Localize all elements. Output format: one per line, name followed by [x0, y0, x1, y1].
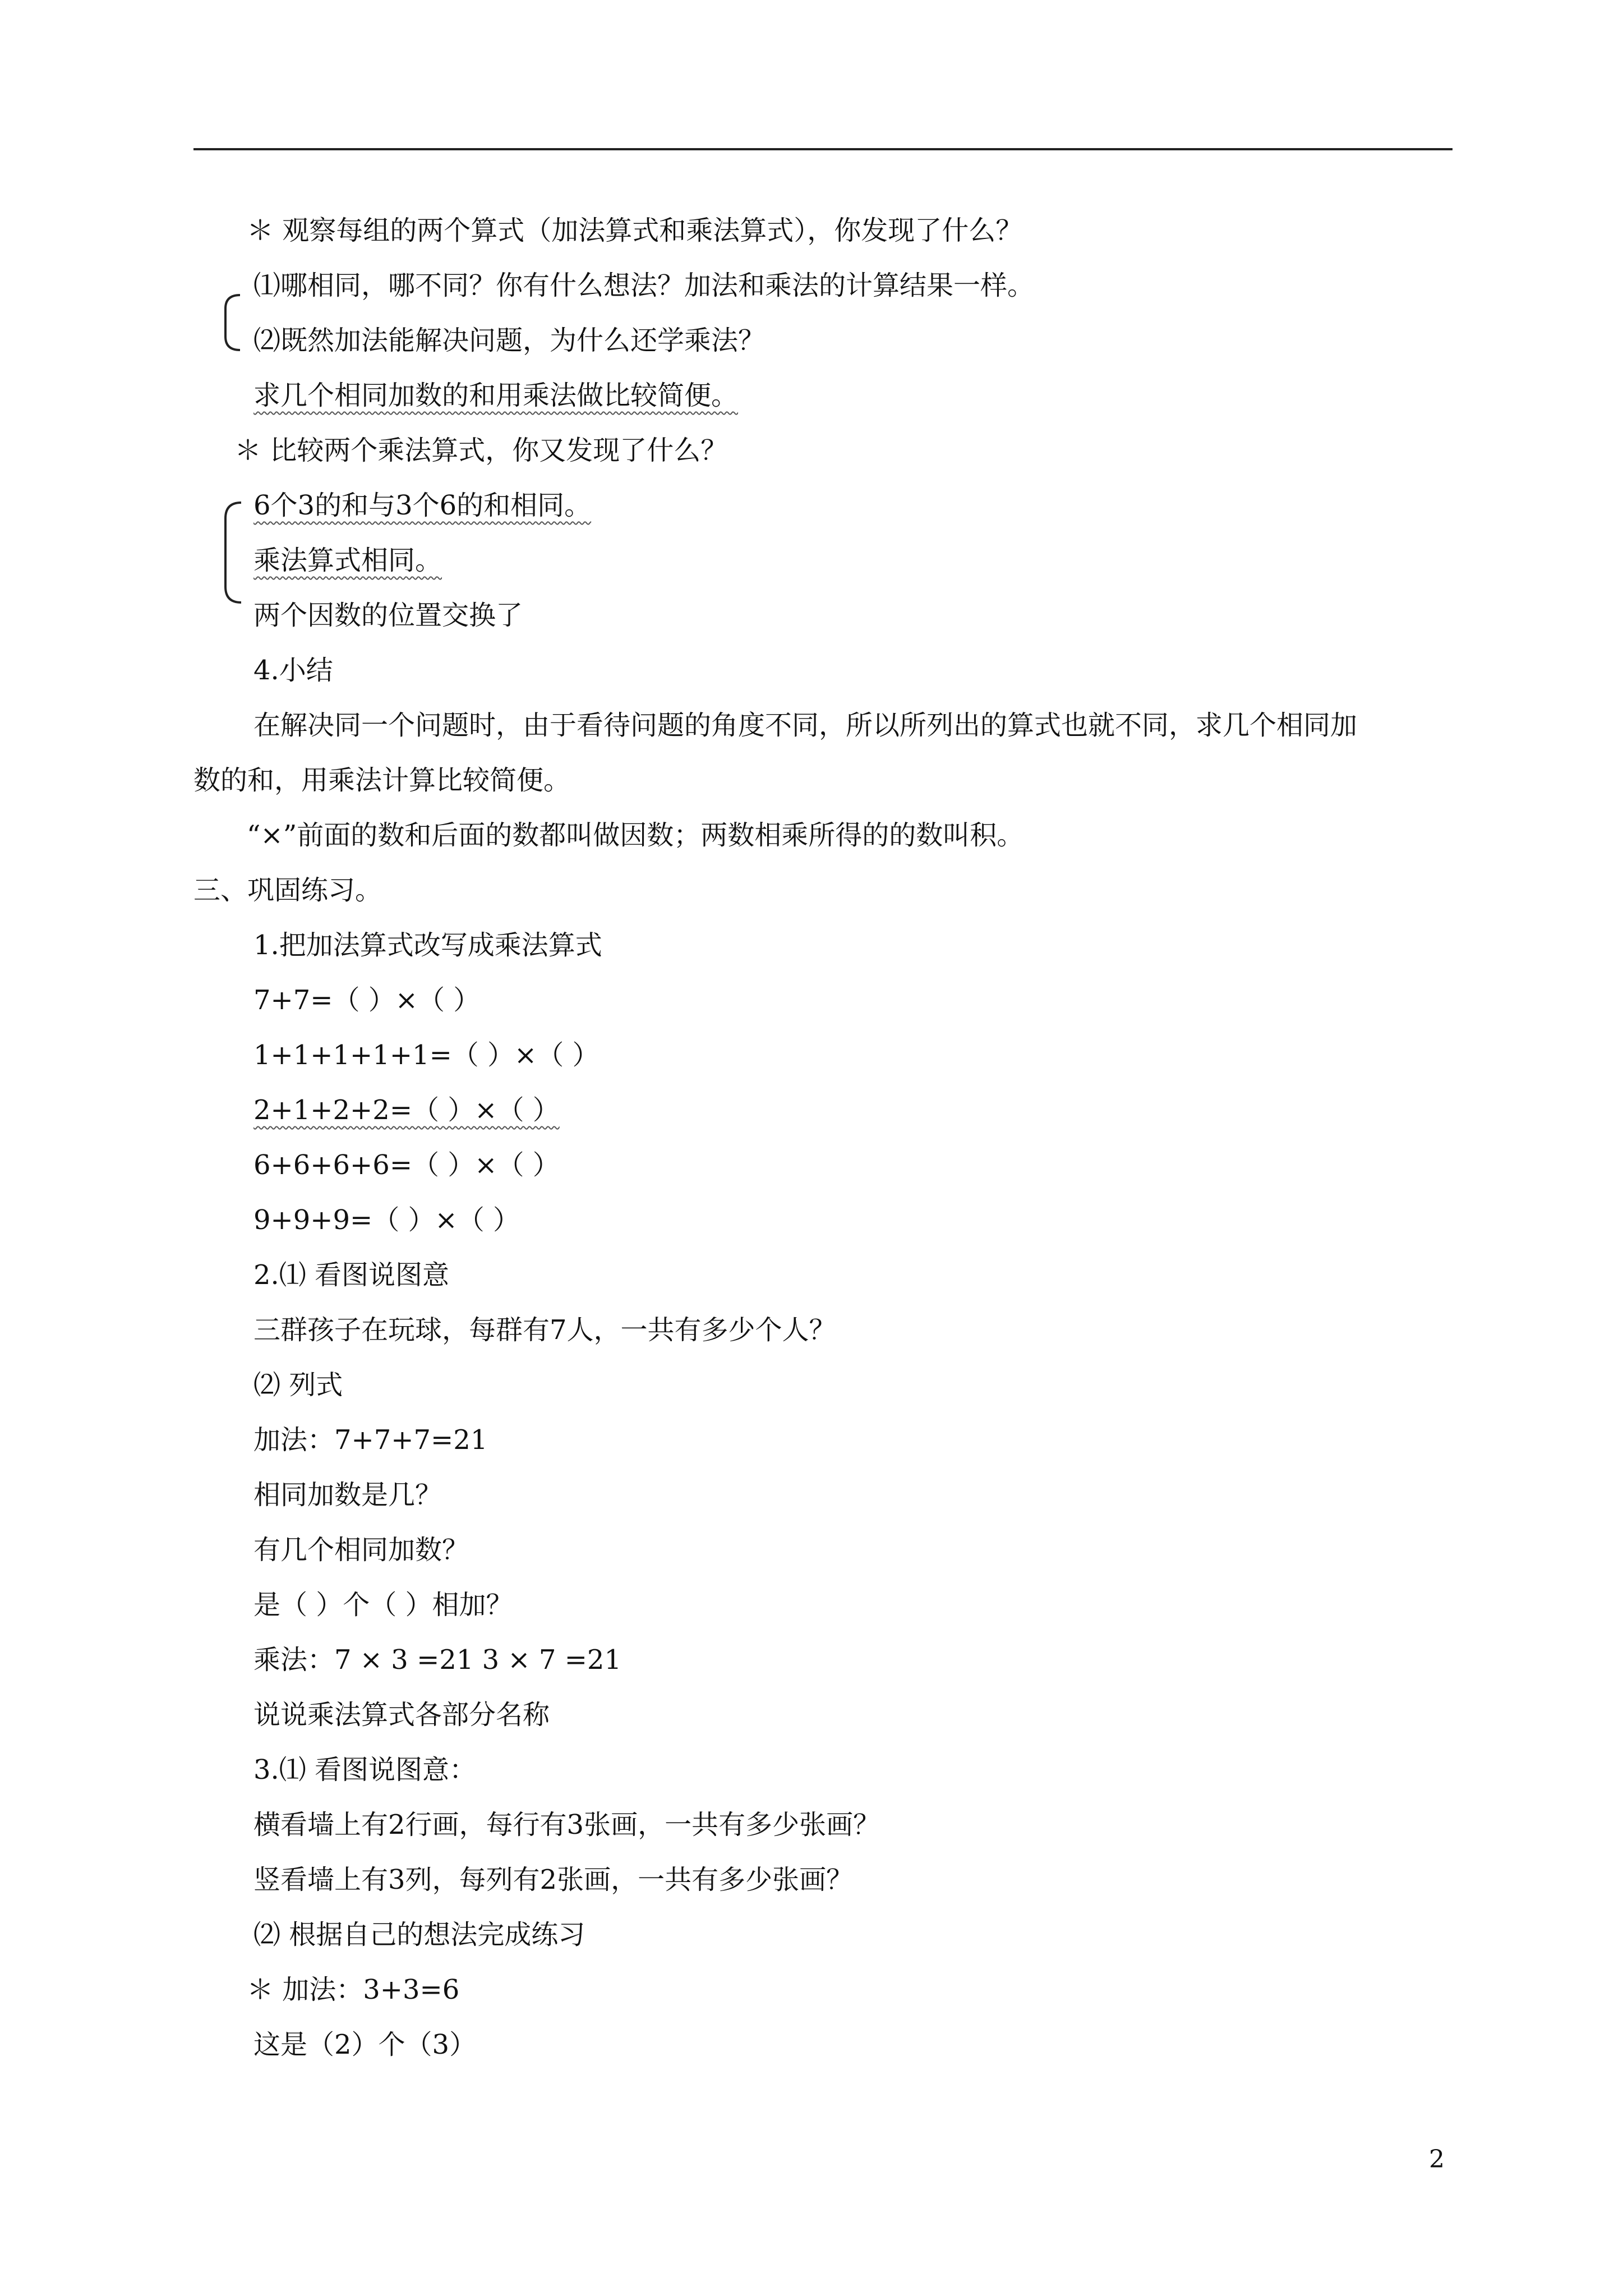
page-number: 2 [1429, 2145, 1445, 2174]
exercise-3-complete: ⑵ 根据自己的想法完成练习 [253, 1919, 585, 1950]
line-finding-2: 乘法算式相同。 [253, 545, 442, 576]
exercise-3-title: 3.⑴ 看图说图意： [253, 1754, 477, 1786]
exercise-3-addition: ＊ 加法：3+3=6 [247, 1974, 460, 2005]
exercise-2-title: 2.⑴ 看图说图意 [253, 1259, 450, 1291]
exercise-2-addition: 加法：7+7+7=21 [253, 1424, 488, 1456]
exercise-1-title: 1.把加法算式改写成乘法算式 [253, 930, 602, 961]
exercise-1-d: 6+6+6+6=（ ）×（ ） [253, 1149, 560, 1181]
brace-left-large [218, 499, 246, 606]
factor-definition: “×”前面的数和后面的数都叫做因数；两数相乘所得的的数叫积。 [247, 820, 1024, 851]
summary-text-1: 在解决同一个问题时，由于看待问题的角度不同，所以所列出的算式也就不同，求几个相同加 [253, 710, 1358, 741]
line-conclusion: 求几个相同加数的和用乘法做比较简便。 [253, 380, 739, 411]
exercise-2-question-1: 相同加数是几？ [253, 1479, 442, 1511]
exercise-2-formula-title: ⑵ 列式 [253, 1369, 343, 1401]
header-rule [193, 148, 1453, 150]
summary-text-2: 数的和，用乘法计算比较简便。 [193, 765, 571, 796]
line-finding-3: 两个因数的位置交换了 [253, 600, 523, 631]
exercise-2-description: 三群孩子在玩球，每群有7人，一共有多少个人？ [253, 1314, 836, 1346]
exercise-1-b: 1+1+1+1+1=（ ）×（ ） [253, 1039, 600, 1071]
line-compare: ＊ 比较两个乘法算式，你又发现了什么？ [234, 435, 728, 466]
section-summary: 4.小结 [253, 655, 333, 686]
exercise-3-horizontal: 横看墙上有2行画，每行有3张画，一共有多少张画？ [253, 1809, 880, 1841]
exercise-3-vertical: 竖看墙上有3列，每列有2张画，一共有多少张画？ [253, 1864, 854, 1895]
exercise-1-c: 2+1+2+2=（ ）×（ ） [253, 1094, 560, 1126]
exercise-1-a: 7+7=（ ）×（ ） [253, 984, 481, 1016]
line-observe: ＊ 观察每组的两个算式（加法算式和乘法算式），你发现了什么？ [247, 215, 1023, 246]
exercise-2-question-3: 是（ ）个（ ）相加？ [253, 1589, 513, 1621]
brace-left-small [218, 292, 246, 353]
exercise-1-e: 9+9+9=（ ）×（ ） [253, 1204, 520, 1236]
line-q2: ⑵既然加法能解决问题，为什么还学乘法？ [253, 325, 766, 356]
exercise-2-multiplication: 乘法：7 × 3 =21 3 × 7 =21 [253, 1644, 621, 1676]
exercise-2-parts: 说说乘法算式各部分名称 [253, 1699, 550, 1731]
exercise-3-this-is: 这是（2）个（3） [253, 2029, 477, 2060]
line-finding-1: 6个3的和与3个6的和相同。 [253, 490, 592, 521]
section-practice: 三、巩固练习。 [193, 875, 382, 906]
line-q1: ⑴哪相同，哪不同？你有什么想法？加法和乘法的计算结果一样。 [253, 270, 1035, 301]
exercise-2-question-2: 有几个相同加数？ [253, 1534, 469, 1566]
